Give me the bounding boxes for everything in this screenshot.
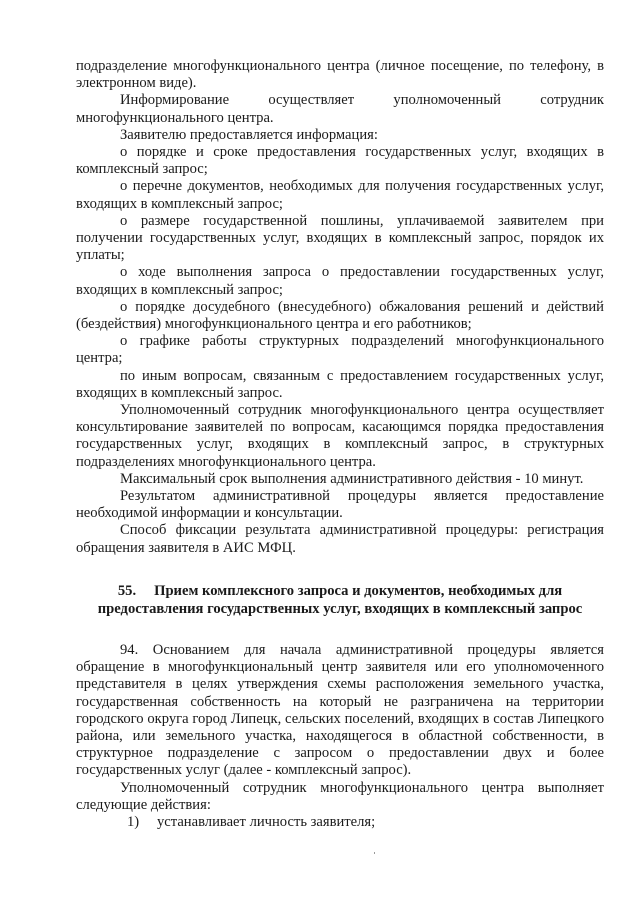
paragraph: подразделение многофункционального центра (личное посещение, по телефону, в электронном виде). <box>76 58 604 92</box>
section-number: 55. <box>117 582 137 599</box>
spacer <box>76 557 604 582</box>
spacer <box>76 618 604 642</box>
list-marker: 1) <box>127 813 140 830</box>
list-item <box>76 814 604 831</box>
paragraph: Уполномоченный сотрудник многофункционального центра выполняет следующие действия: <box>76 779 604 813</box>
paragraph: Информирование осуществляет уполномоченный сотрудник многофункционального центра. <box>76 92 604 126</box>
paragraph: о перечне документов, необходимых для получения государственных услуг, входящих в комплексный запрос; <box>76 178 604 212</box>
paragraph: Уполномоченный сотрудник многофункционального центра осуществляет консультирование заявителей по вопросам, касающимся порядка предоставления государственных услуг, входящих в комплексный запрос, в структурных подразделениях многофункционального центра. <box>76 402 604 470</box>
paragraph: Максимальный срок выполнения административного действия - 10 минут. <box>120 470 584 487</box>
paragraph: Способ фиксации результата административной процедуры: регистрация обращения заявителя в АИС МФЦ. <box>76 522 604 556</box>
section-title: Прием комплексного запроса и документов, необходимых для предоставления государственных услуг, входящих в комплексный запрос <box>97 582 583 617</box>
paragraph: о графике работы структурных подразделений многофункционального центра; <box>76 333 604 367</box>
paragraph: о порядке досудебного (внесудебного) обжалования решений и действий (бездействия) многофункционального центра и его работников; <box>76 298 604 333</box>
document-body <box>76 58 604 831</box>
paragraph: о размере государственной пошлины, уплачиваемой заявителем при получении государственных услуг, входящих в комплексный запрос, порядок их уплаты; <box>76 212 604 264</box>
paragraph: Результатом административной процедуры является предоставление необходимой информации и консультации. <box>76 488 604 522</box>
paragraph: 94. Основанием для начала административной процедуры является обращение в многофункциональный центр заявителя или его уполномоченного представителя в целях утверждения схемы расположения земельного участка, государственная собственность на который не разграничена на территории городского округа город Липецк, сельских поселений, входящих в состав Липецкого района, или земельного участка, находящегося в областной собственности, в структурное подразделение с запросом о предоставлении двух и более государственных услуг (далее - комплексный запрос). <box>76 641 604 779</box>
list-item-text: устанавливает личность заявителя; <box>157 813 376 830</box>
paragraph: о порядке и сроке предоставления государственных услуг, входящих в комплексный запрос; <box>76 144 604 178</box>
paragraph: Заявителю предоставляется информация: <box>120 126 378 143</box>
scan-speck <box>374 852 375 854</box>
paragraph: по иным вопросам, связанным с предоставлением государственных услуг, входящих в комплексный запрос. <box>76 367 604 401</box>
paragraph: о ходе выполнения запроса о предоставлении государственных услуг, входящих в комплексный запрос; <box>76 264 604 298</box>
section-heading <box>76 582 604 618</box>
